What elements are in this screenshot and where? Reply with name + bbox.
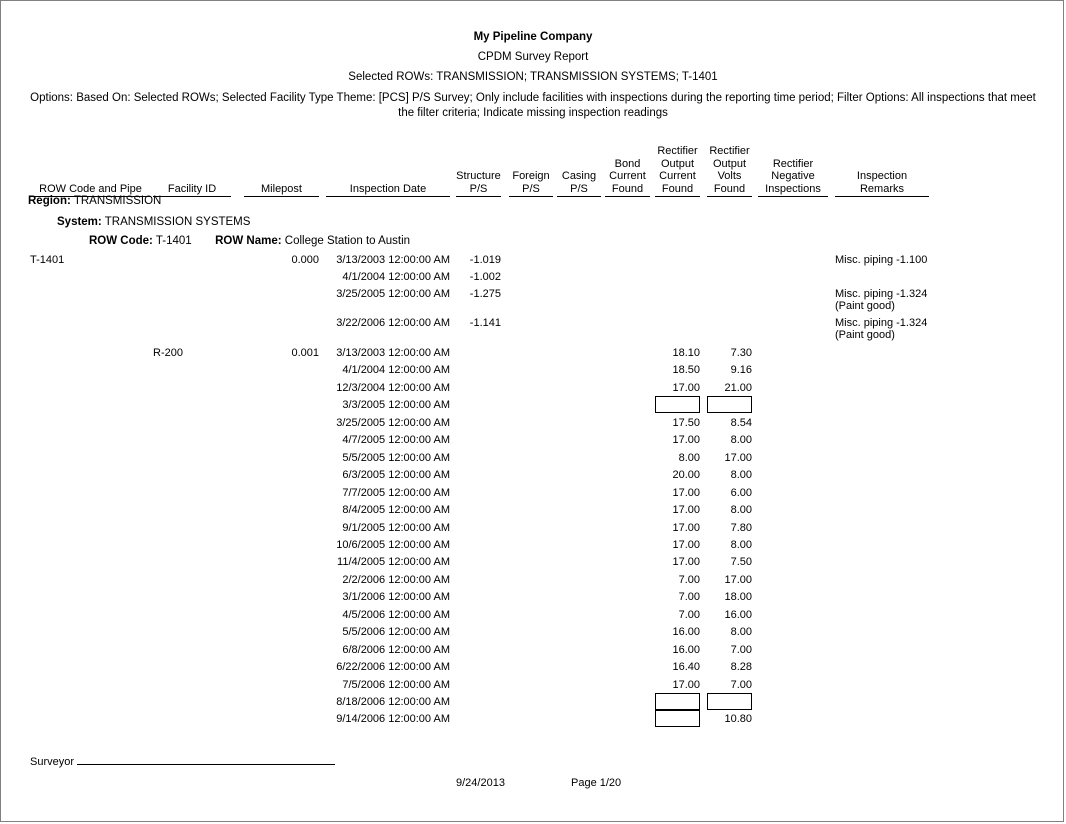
region-value: TRANSMISSION <box>73 195 162 207</box>
cell-structure-ps: -1.275 <box>469 288 501 300</box>
column-header-row-code-and-pipe: ROW Code and Pipe <box>30 183 151 198</box>
cell-milepost: 0.001 <box>291 347 319 359</box>
cell-rectifier-output-volts-found: 17.00 <box>724 574 752 586</box>
missing-reading-box <box>655 693 700 710</box>
cell-inspection-date: 9/14/2006 12:00:00 AM <box>336 713 450 725</box>
cell-rectifier-output-volts-found: 8.28 <box>730 661 752 673</box>
cell-inspection-date: 12/3/2004 12:00:00 AM <box>336 382 450 394</box>
system-label: System: <box>57 216 102 228</box>
cell-milepost: 0.000 <box>291 254 319 266</box>
column-header-rect-output-volts-found: Rectifier Output Volts Found <box>707 145 752 197</box>
cell-inspection-remarks: (Paint good) <box>835 329 895 341</box>
cell-inspection-date: 3/1/2006 12:00:00 AM <box>342 591 450 603</box>
cell-rectifier-output-volts-found: 7.50 <box>730 556 752 568</box>
cell-rectifier-output-current-found: 20.00 <box>672 469 700 481</box>
cell-rectifier-output-volts-found: 8.00 <box>730 469 752 481</box>
cell-rectifier-output-current-found: 17.50 <box>672 417 700 429</box>
cell-rectifier-output-volts-found: 17.00 <box>724 452 752 464</box>
missing-reading-box <box>655 710 700 727</box>
report-sheet <box>1 1 1063 821</box>
cell-rectifier-output-current-found: 18.50 <box>672 364 700 376</box>
column-header-facility-id: Facility ID <box>153 183 231 198</box>
cell-inspection-date: 5/5/2006 12:00:00 AM <box>342 626 450 638</box>
cell-structure-ps: -1.141 <box>469 317 501 329</box>
footer-page-number: Page 1/20 <box>571 777 622 789</box>
cell-rectifier-output-current-found: 17.00 <box>672 522 700 534</box>
row-name-label: ROW Name: <box>215 235 282 247</box>
cell-inspection-date: 3/3/2005 12:00:00 AM <box>342 399 450 411</box>
cell-rectifier-output-volts-found: 8.00 <box>730 504 752 516</box>
cell-rectifier-output-volts-found: 16.00 <box>724 609 752 621</box>
cell-inspection-date: 4/1/2004 12:00:00 AM <box>342 364 450 376</box>
cell-inspection-remarks: (Paint good) <box>835 300 895 312</box>
cell-rectifier-output-current-found: 7.00 <box>678 609 700 621</box>
column-header-inspection-date: Inspection Date <box>326 183 450 198</box>
column-header-inspection-remarks: Inspection Remarks <box>835 170 929 197</box>
row-code-value: T-1401 <box>155 235 192 247</box>
region-label: Region: <box>28 195 71 207</box>
cell-inspection-date: 6/3/2005 12:00:00 AM <box>342 469 450 481</box>
cell-rectifier-output-current-found: 17.00 <box>672 487 700 499</box>
cell-rectifier-output-current-found: 7.00 <box>678 591 700 603</box>
cell-rectifier-output-volts-found: 7.30 <box>730 347 752 359</box>
cell-rectifier-output-current-found: 17.00 <box>672 539 700 551</box>
missing-reading-box <box>707 396 752 413</box>
cell-rectifier-output-volts-found: 21.00 <box>724 382 752 394</box>
cell-rectifier-output-current-found: 17.00 <box>672 382 700 394</box>
column-header-milepost: Milepost <box>244 183 319 198</box>
row-code-label: ROW Code: <box>89 235 153 247</box>
cell-rectifier-output-current-found: 17.00 <box>672 504 700 516</box>
cell-rectifier-output-current-found: 16.00 <box>672 644 700 656</box>
system-value: TRANSMISSION SYSTEMS <box>104 216 251 228</box>
report-selected-rows: Selected ROWs: TRANSMISSION; TRANSMISSION SYSTEMS; T-1401 <box>348 71 718 83</box>
cell-rectifier-output-volts-found: 8.00 <box>730 539 752 551</box>
cell-inspection-remarks: Misc. piping -1.324 <box>835 317 928 329</box>
row-name-value: College Station to Austin <box>284 235 411 247</box>
cell-inspection-date: 4/5/2006 12:00:00 AM <box>342 609 450 621</box>
cell-inspection-date: 11/4/2005 12:00:00 AM <box>337 556 450 568</box>
cell-inspection-date: 3/25/2005 12:00:00 AM <box>336 417 450 429</box>
report-company-name: My Pipeline Company <box>473 31 593 43</box>
cell-row-code-and-pipe: T-1401 <box>30 254 65 266</box>
cell-inspection-date: 10/6/2005 12:00:00 AM <box>336 539 450 551</box>
cell-inspection-date: 5/5/2005 12:00:00 AM <box>342 452 450 464</box>
cell-rectifier-output-volts-found: 8.54 <box>730 417 752 429</box>
missing-reading-box <box>655 396 700 413</box>
column-header-rect-negative-inspections: Rectifier Negative Inspections <box>758 158 828 198</box>
cell-rectifier-output-current-found: 16.00 <box>672 626 700 638</box>
column-header-casing-ps: Casing P/S <box>557 170 601 197</box>
footer-date: 9/24/2013 <box>456 777 505 789</box>
cell-rectifier-output-current-found: 17.00 <box>672 556 700 568</box>
cell-inspection-remarks: Misc. piping -1.100 <box>835 254 928 266</box>
cell-inspection-date: 3/13/2003 12:00:00 AM <box>336 347 450 359</box>
cell-inspection-date: 6/8/2006 12:00:00 AM <box>342 644 450 656</box>
report-options: Options: Based On: Selected ROWs; Selected Facility Type Theme: [PCS] P/S Survey; Only include facilities with inspections during the reporting time period; Filter Options: All inspections that meet the filter criteria; Indicate missing inspection readings <box>30 92 1036 119</box>
cell-inspection-date: 6/22/2006 12:00:00 AM <box>336 661 450 673</box>
surveyor-signature-line[interactable] <box>77 753 335 765</box>
cell-rectifier-output-current-found: 16.40 <box>672 661 700 673</box>
cell-inspection-date: 3/25/2005 12:00:00 AM <box>336 288 450 300</box>
report-name: CPDM Survey Report <box>477 51 589 63</box>
cell-structure-ps: -1.002 <box>469 271 501 283</box>
cell-inspection-date: 3/22/2006 12:00:00 AM <box>336 317 450 329</box>
cell-facility-id: R-200 <box>153 347 183 359</box>
cell-inspection-date: 7/7/2005 12:00:00 AM <box>342 487 450 499</box>
column-header-structure-ps: Structure P/S <box>456 170 501 197</box>
cell-rectifier-output-volts-found: 6.00 <box>730 487 752 499</box>
cell-inspection-date: 9/1/2005 12:00:00 AM <box>342 522 450 534</box>
surveyor-signature-field[interactable] <box>30 753 335 769</box>
inspection-data-grid <box>1 1 1065 823</box>
cell-inspection-date: 2/2/2006 12:00:00 AM <box>342 574 450 586</box>
column-header-bond-current-found: Bond Current Found <box>605 158 650 198</box>
cell-rectifier-output-volts-found: 10.80 <box>724 713 752 725</box>
cell-rectifier-output-volts-found: 7.00 <box>730 679 752 691</box>
cell-inspection-date: 3/13/2003 12:00:00 AM <box>336 254 450 266</box>
cell-rectifier-output-volts-found: 7.00 <box>730 644 752 656</box>
surveyor-label: Surveyor <box>30 756 75 768</box>
cell-rectifier-output-volts-found: 7.80 <box>730 522 752 534</box>
cell-rectifier-output-volts-found: 9.16 <box>730 364 752 376</box>
cell-rectifier-output-current-found: 7.00 <box>678 574 700 586</box>
cell-inspection-date: 8/18/2006 12:00:00 AM <box>336 696 450 708</box>
missing-reading-box <box>707 693 752 710</box>
column-header-foreign-ps: Foreign P/S <box>509 170 553 197</box>
cell-rectifier-output-current-found: 17.00 <box>672 434 700 446</box>
cell-rectifier-output-current-found: 8.00 <box>678 452 700 464</box>
cell-rectifier-output-current-found: 18.10 <box>672 347 700 359</box>
cell-inspection-remarks: Misc. piping -1.324 <box>835 288 928 300</box>
cell-rectifier-output-volts-found: 8.00 <box>730 434 752 446</box>
cell-inspection-date: 4/1/2004 12:00:00 AM <box>342 271 450 283</box>
cell-rectifier-output-volts-found: 8.00 <box>730 626 752 638</box>
cell-rectifier-output-current-found: 17.00 <box>672 679 700 691</box>
cell-structure-ps: -1.019 <box>469 254 501 266</box>
cell-inspection-date: 4/7/2005 12:00:00 AM <box>342 434 450 446</box>
cell-rectifier-output-volts-found: 18.00 <box>724 591 752 603</box>
column-header-rect-output-current-found: Rectifier Output Current Found <box>655 145 700 197</box>
cell-inspection-date: 8/4/2005 12:00:00 AM <box>342 504 450 516</box>
cell-inspection-date: 7/5/2006 12:00:00 AM <box>342 679 450 691</box>
